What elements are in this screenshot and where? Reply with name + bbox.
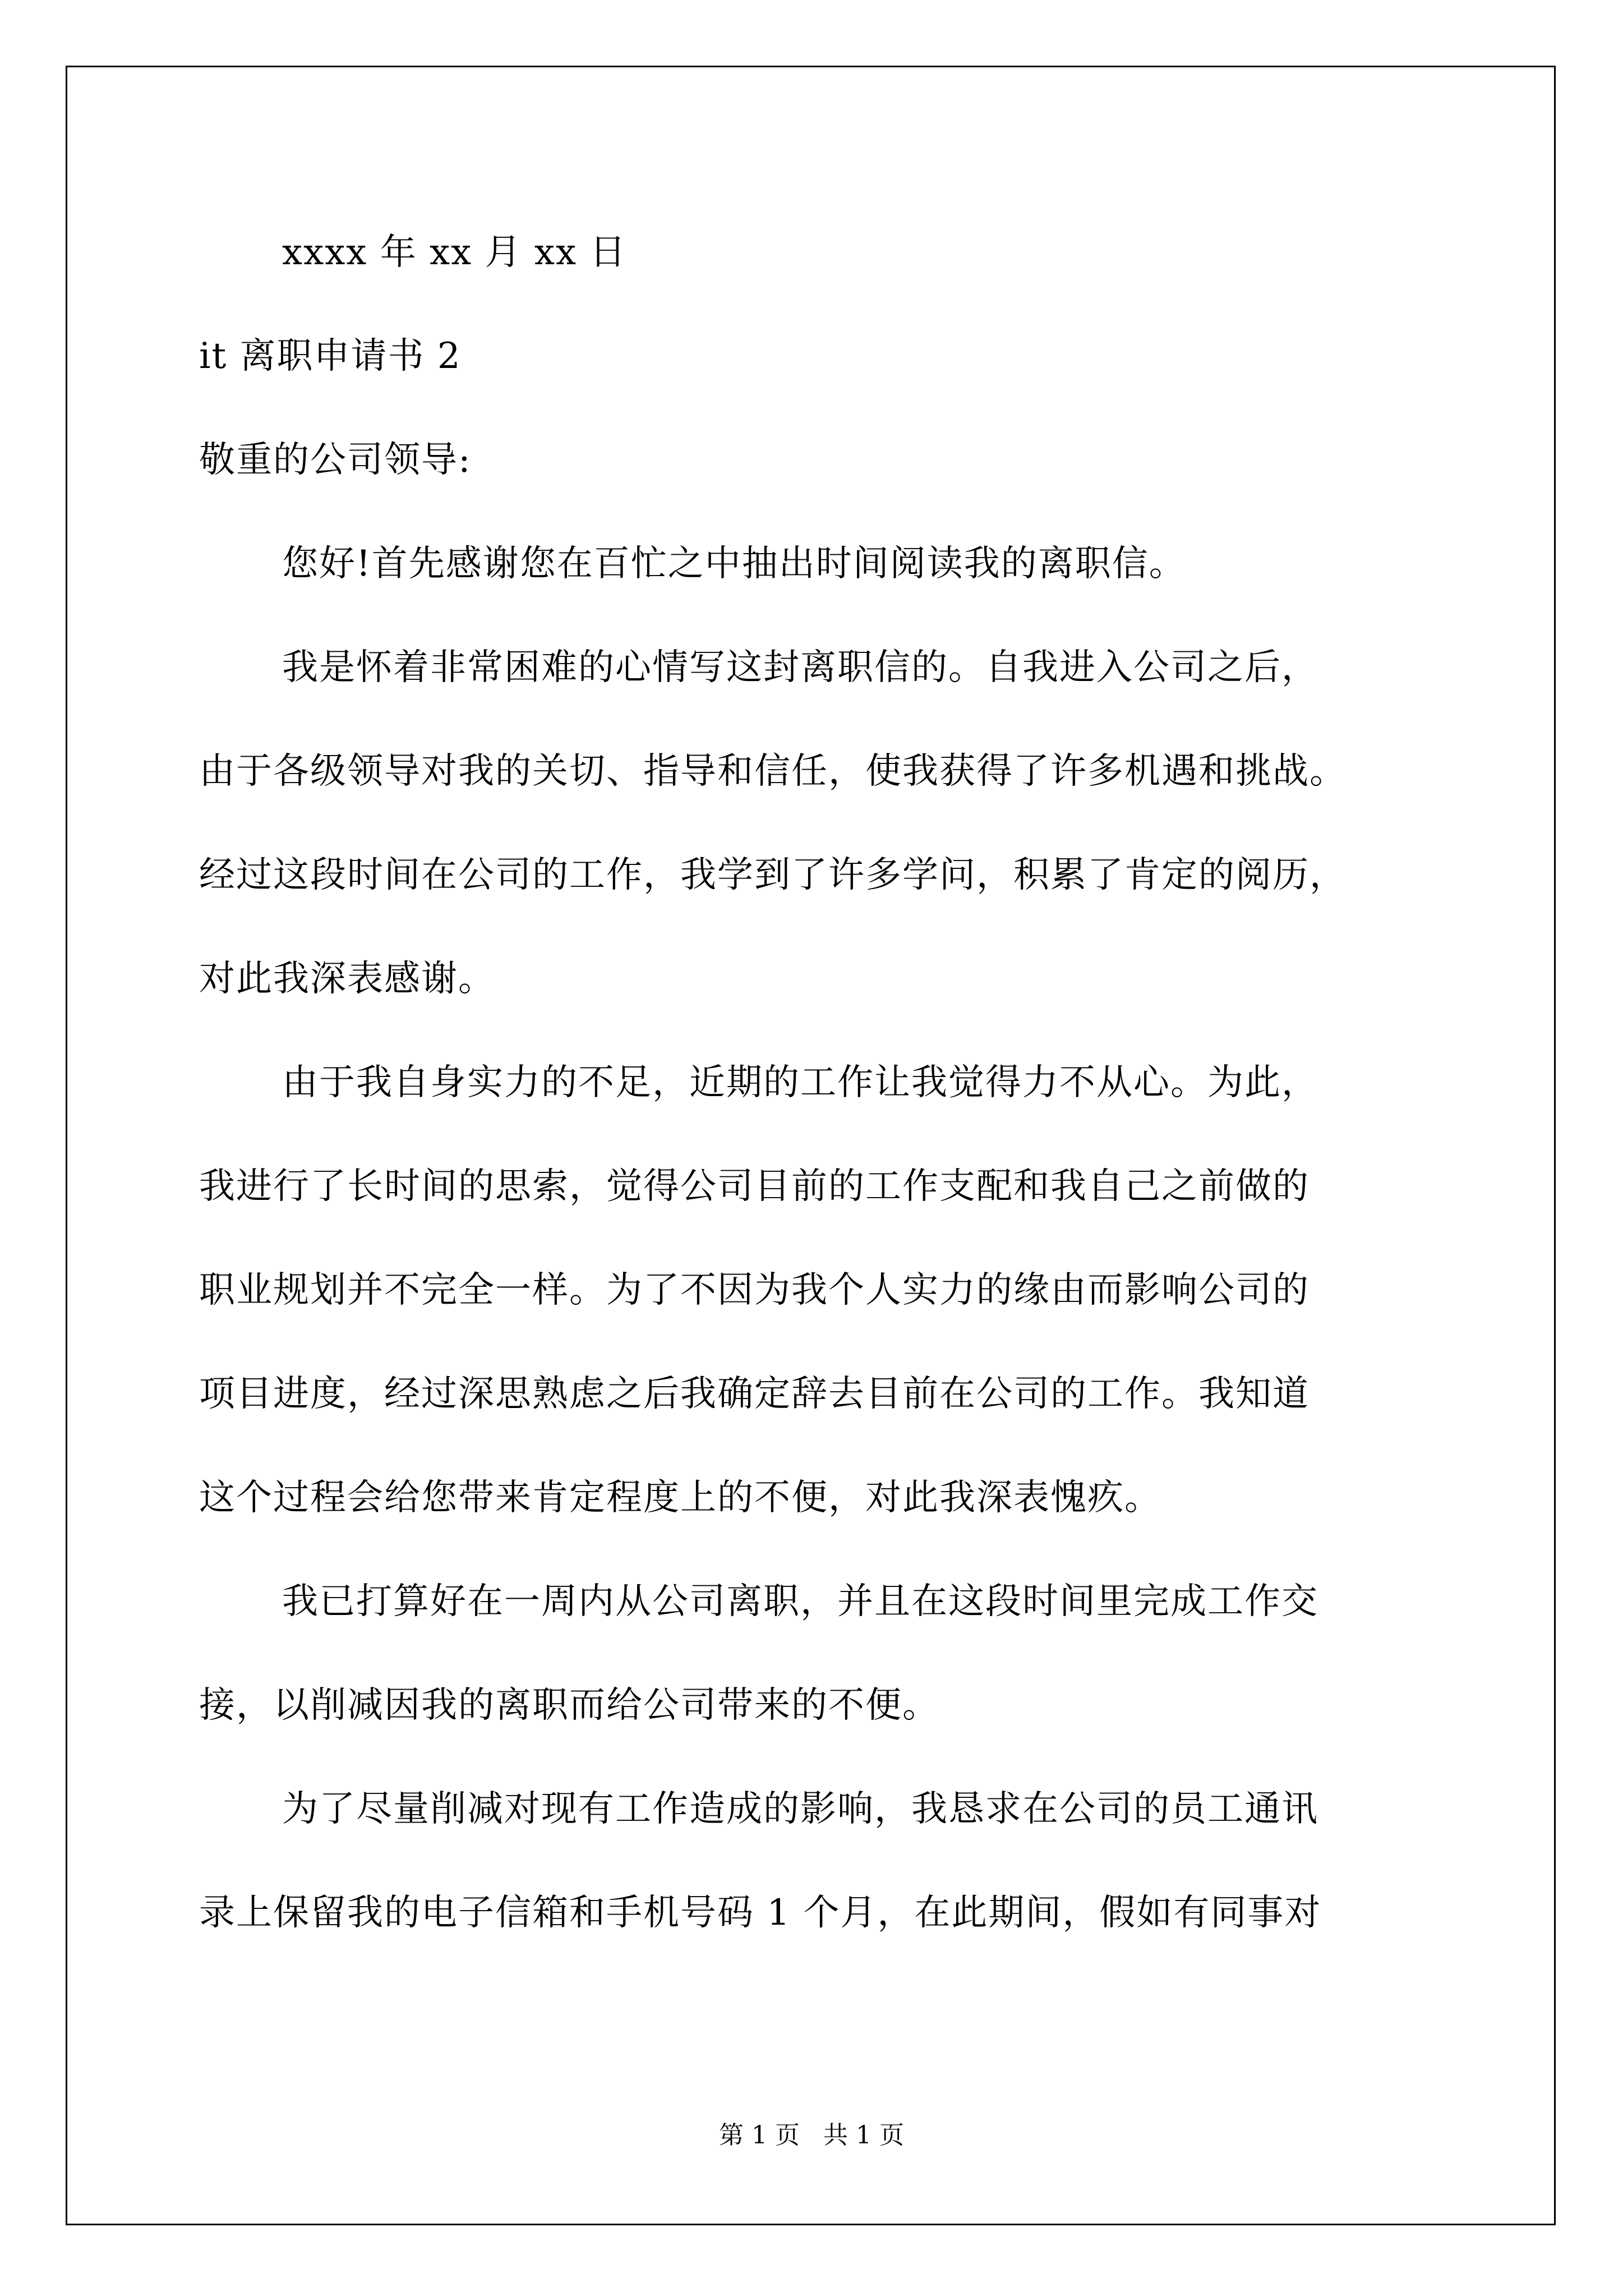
body-line: 录上保留我的电子信箱和手机号码 1 个月，在此期间，假如有同事对 <box>199 1892 1322 1934</box>
body-line: 项目进度，经过深思熟虑之后我确定辞去目前在公司的工作。我知道 <box>199 1373 1310 1415</box>
body-line: 接，以削减因我的离职而给公司带来的不便。 <box>199 1685 939 1726</box>
page-footer <box>0 2119 1623 2152</box>
body-line: 由于我自身实力的不足，近期的工作让我觉得力不从心。为此， <box>282 1062 1318 1103</box>
body-line: 我已打算好在一周内从公司离职，并且在这段时间里完成工作交 <box>282 1581 1318 1622</box>
body-line: 我进行了长时间的思索，觉得公司目前的工作支配和我自己之前做的 <box>199 1166 1310 1207</box>
body-line: 由于各级领导对我的关切、指导和信任，使我获得了许多机遇和挑战。 <box>199 751 1347 792</box>
page-total: 共 1 页 <box>823 2121 904 2150</box>
date-line: xxxx 年 xx 月 xx 日 <box>282 232 627 273</box>
body-line: 您好!首先感谢您在百忙之中抽出时间阅读我的离职信。 <box>282 543 1186 585</box>
salutation: 敬重的公司领导: <box>199 439 472 481</box>
body-line: 对此我深表感谢。 <box>199 958 495 1000</box>
body-line: 为了尽量削减对现有工作造成的影响，我恳求在公司的员工通讯 <box>282 1788 1318 1830</box>
body-line: 这个过程会给您带来肯定程度上的不便，对此我深表愧疚。 <box>199 1477 1161 1519</box>
body-line: 职业规划并不完全一样。为了不因为我个人实力的缘由而影响公司的 <box>199 1269 1310 1311</box>
body-line: 我是怀着非常困难的心情写这封离职信的。自我进入公司之后， <box>282 647 1318 688</box>
page-number: 第 1 页 <box>719 2121 800 2150</box>
document-heading: it 离职申请书 2 <box>199 335 462 377</box>
body-line: 经过这段时间在公司的工作，我学到了许多学问，积累了肯定的阅历， <box>199 854 1347 896</box>
